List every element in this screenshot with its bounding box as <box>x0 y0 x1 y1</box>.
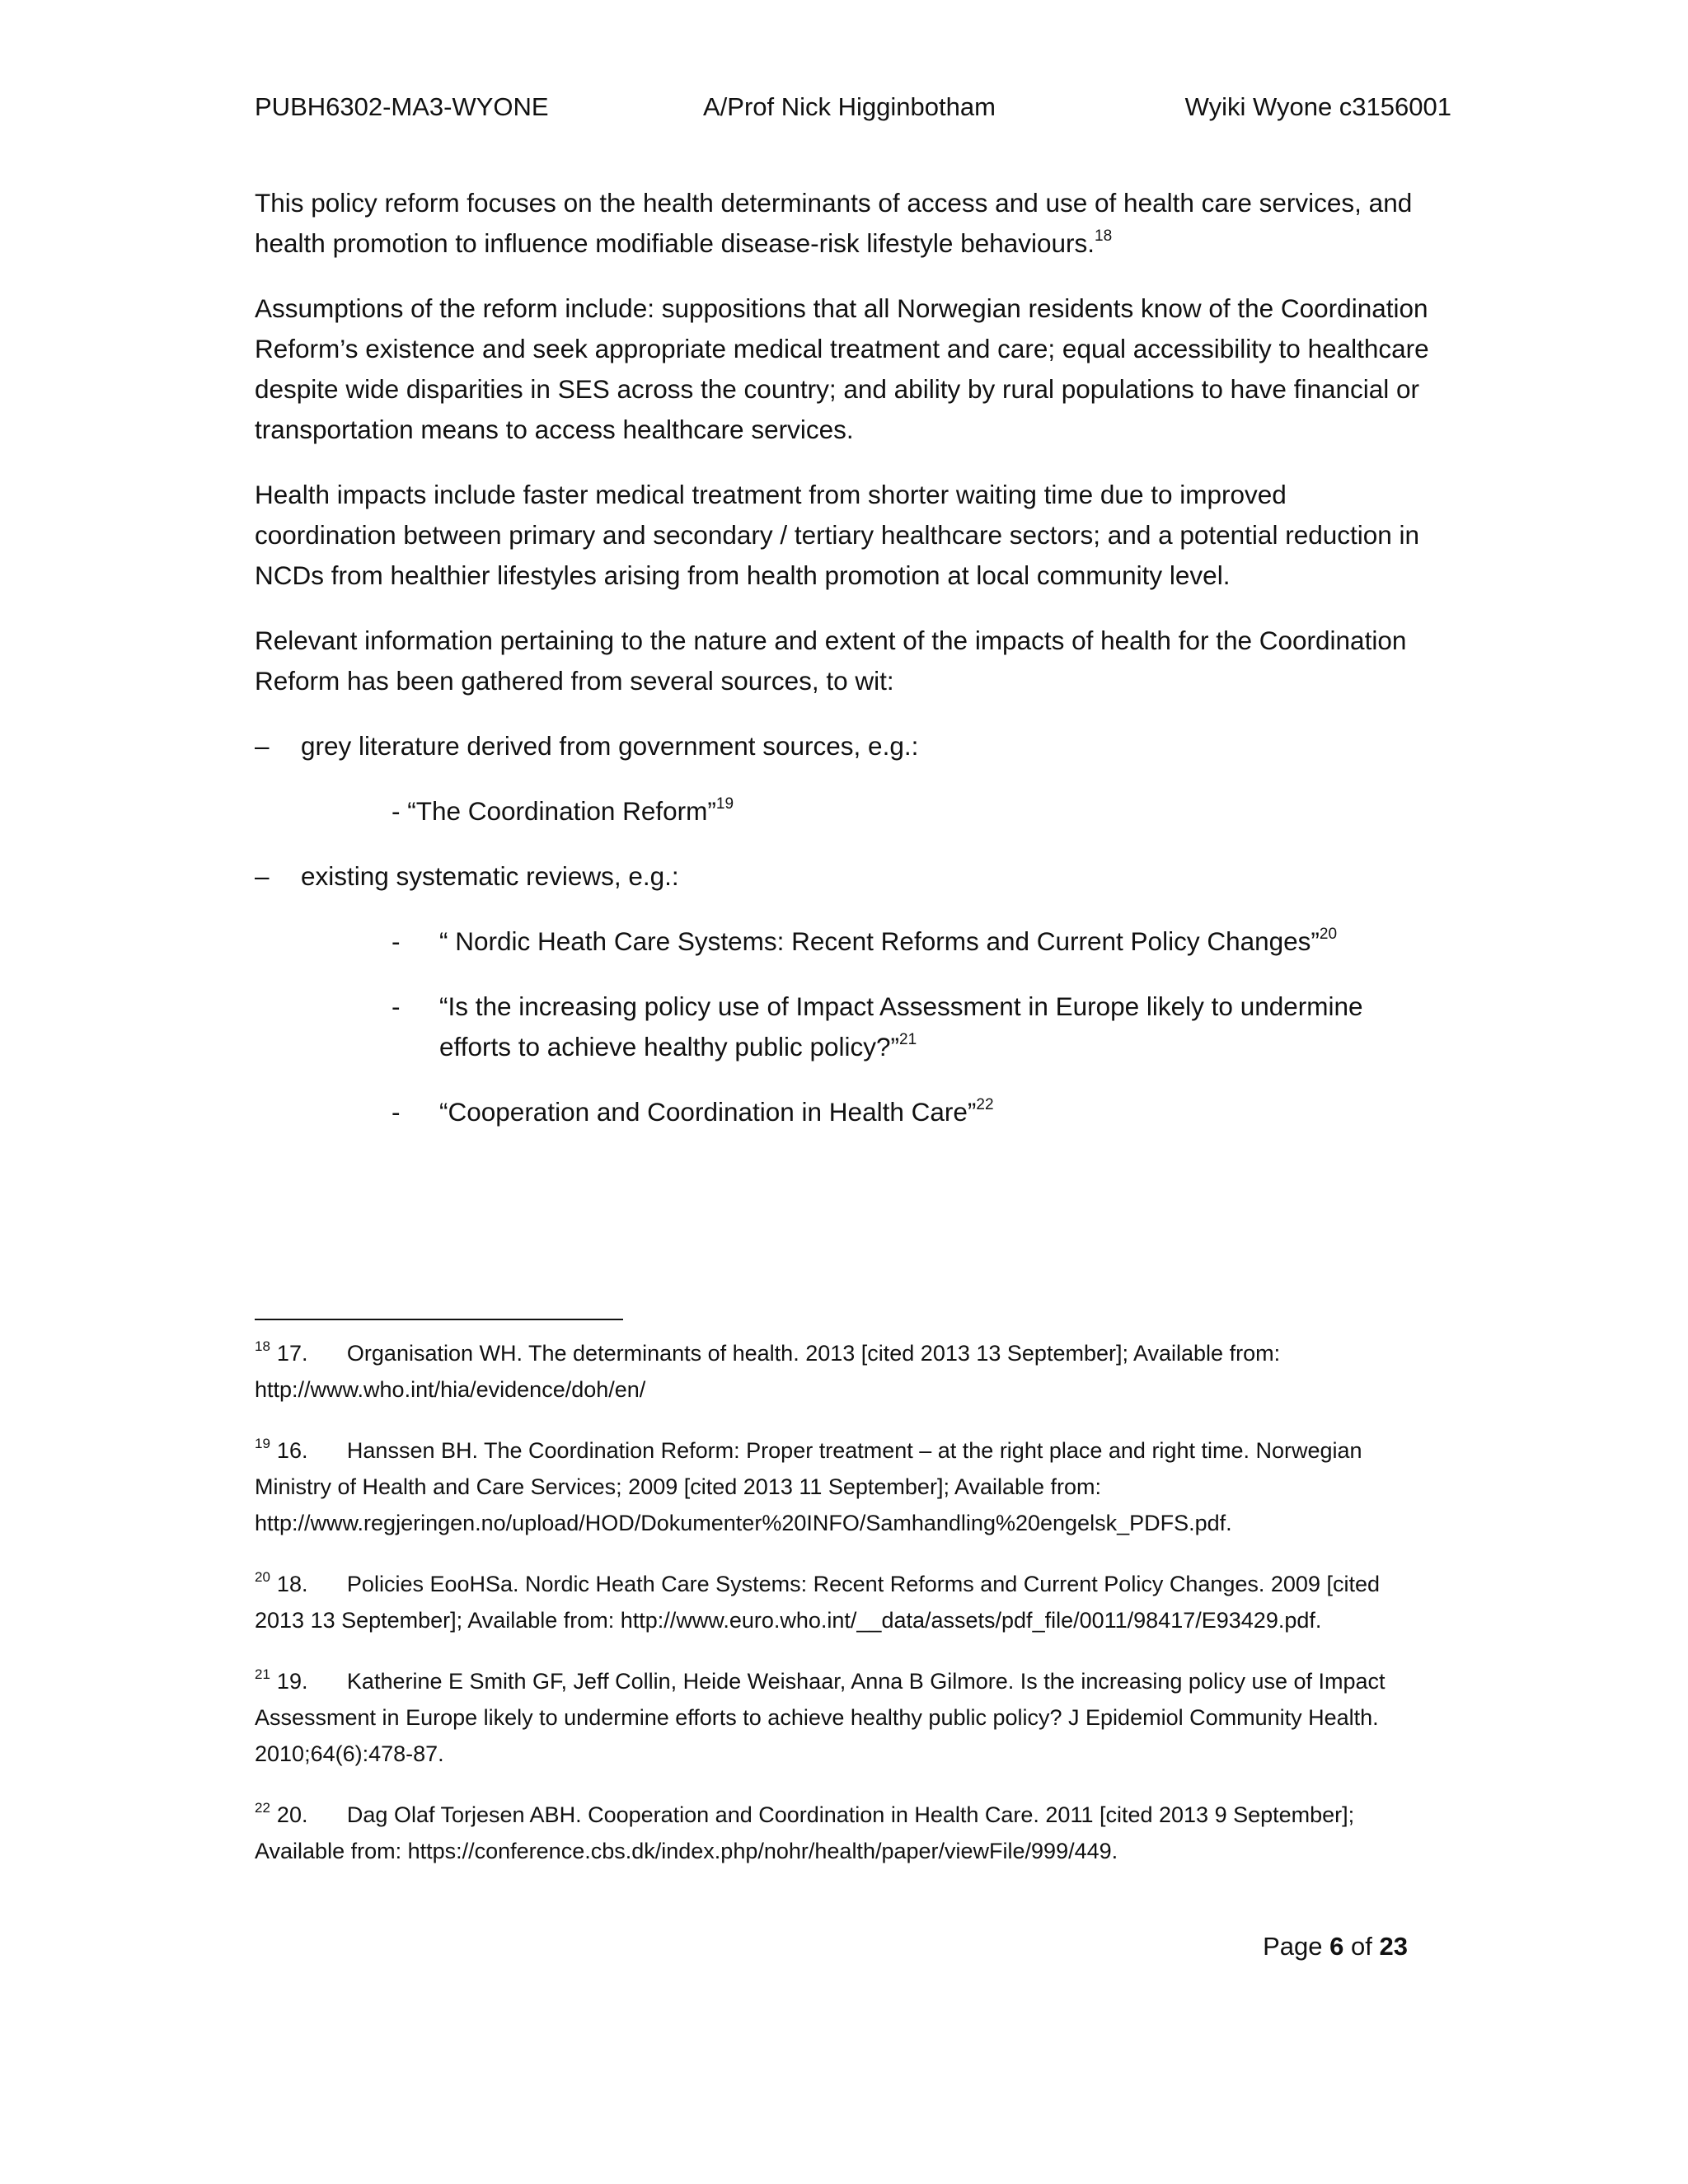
list-item-text: grey literature derived from government sources, e.g.: <box>301 731 919 761</box>
page-number: Page 6 of 23 <box>1263 1932 1408 1961</box>
footnote-text: Katherine E Smith GF, Jeff Collin, Heide Weishaar, Anna B Gilmore. Is the increasing policy use of Impact Assessment in Europe likely to undermine efforts to achieve healthy public policy? J Epidemiol Community Health. 2010;64(6):478-87. <box>255 1669 1386 1766</box>
sub-item-coordination-reform: - “The Coordination Reform”$^{19}$ <box>392 795 734 826</box>
list-item-systematic-reviews <box>255 856 1433 897</box>
paragraph-assumptions: Assumptions of the reform include: suppositions that all Norwegian residents know of the Coordination Reform’s existence and seek appropriate medical treatment and care; equal accessibility to healthcare despite wide disparities in SES across the country; and ability by rural populations to have financial or transportation means to access healthcare services. <box>255 293 1429 444</box>
footnote-ref-18[interactable]: 18 <box>1095 227 1113 245</box>
list-item-text: existing systematic reviews, e.g.: <box>301 861 679 891</box>
footnote-mark: 22 <box>255 1800 270 1816</box>
hyphen-bullet: - <box>392 926 401 956</box>
footnote-mark: 18 <box>255 1338 270 1354</box>
sub-item-impact-assessment: - “Is the increasing policy use of Impact Assessment in Europe likely to undermine efforts to achieve healthy public policy?”$^{21}$ <box>255 987 1433 1067</box>
footnotes <box>255 1335 1433 1894</box>
sub-item-cooperation: - “Cooperation and Coordination in Health Care”$^{22}$ <box>255 1092 1433 1132</box>
hyphen-bullet: - <box>392 991 401 1021</box>
dash-bullet: – <box>255 731 270 761</box>
footnote-mark: 21 <box>255 1666 270 1682</box>
current-page: 6 <box>1329 1932 1344 1961</box>
footnote-number: 18. <box>276 1572 308 1596</box>
body-text <box>255 183 1433 1157</box>
paragraph-health-impacts: Health impacts include faster medical treatment from shorter waiting time due to improved coordination between primary and secondary / tertiary healthcare sectors; and a potential reduction in NCDs from healthier lifestyles arising from health promotion at local community level. <box>255 480 1420 590</box>
list-item-grey-literature <box>255 726 1433 766</box>
footnote-number: 19. <box>276 1669 308 1694</box>
paragraph-focus: This policy reform focuses on the health determinants of access and use of health care services, and health promotion to influence modifiable disease-risk lifestyle behaviours.$^{18}$ <box>255 188 1413 258</box>
footnote-ref-20[interactable]: 20 <box>1319 926 1338 943</box>
footnote-mark: 19 <box>255 1436 270 1451</box>
header-author: Wyiki Wyone c3156001 <box>1184 92 1451 121</box>
header-instructor: A/Prof Nick Higginbotham <box>703 92 996 121</box>
footnote-separator <box>255 1319 623 1320</box>
footnote-number: 20. <box>276 1802 308 1827</box>
footnote-number: 16. <box>276 1438 308 1463</box>
footnote-text: Dag Olaf Torjesen ABH. Cooperation and Coordination in Health Care. 2011 [cited 2013 9 September]; Available from: https://conference.cbs.dk/index.php/nohr/health/paper/viewFile/999/449. <box>255 1802 1355 1863</box>
footnote-mark: 20 <box>255 1569 270 1585</box>
paragraph-sources-intro: Relevant information pertaining to the nature and extent of the impacts of health for the Coordination Reform has been gathered from several sources, to wit: <box>255 626 1407 696</box>
footnote-ref-22[interactable]: 22 <box>976 1096 994 1113</box>
footnote-text: Organisation WH. The determinants of health. 2013 [cited 2013 13 September]; Available from: http://www.who.int/hia/evidence/doh/en/ <box>255 1341 1281 1402</box>
footnote-22 <box>255 1797 1433 1869</box>
footnote-ref-19[interactable]: 19 <box>715 795 734 813</box>
footnote-number: 17. <box>276 1341 308 1366</box>
total-pages: 23 <box>1379 1932 1408 1961</box>
hyphen-bullet: - <box>392 1097 401 1127</box>
dash-bullet: – <box>255 861 270 891</box>
footnote-text: Policies EooHSa. Nordic Heath Care Systems: Recent Reforms and Current Policy Changes. 2009 [cited 2013 13 September]; Available from: http://www.euro.who.int/__data/assets/pdf_file/0011/98417/E93429.pdf. <box>255 1572 1380 1633</box>
page-header <box>255 91 1451 124</box>
footnote-18 <box>255 1335 1433 1408</box>
footnote-20 <box>255 1566 1433 1638</box>
sub-item-nordic-health: - “ Nordic Heath Care Systems: Recent Reforms and Current Policy Changes”$^{20}$ <box>255 921 1433 962</box>
footnote-text: Hanssen BH. The Coordination Reform: Proper treatment – at the right place and right time. Norwegian Ministry of Health and Care Services; 2009 [cited 2013 11 September]; Available from: http://www.regjeringen.no/upload/HOD/Dokumenter%20INFO/Samhandling%20engelsk_PDFS.pdf. <box>255 1438 1362 1535</box>
footnote-19 <box>255 1432 1433 1541</box>
footnote-ref-21[interactable]: 21 <box>899 1031 917 1048</box>
footnote-21 <box>255 1663 1433 1772</box>
header-course-code: PUBH6302-MA3-WYONE <box>255 92 549 121</box>
